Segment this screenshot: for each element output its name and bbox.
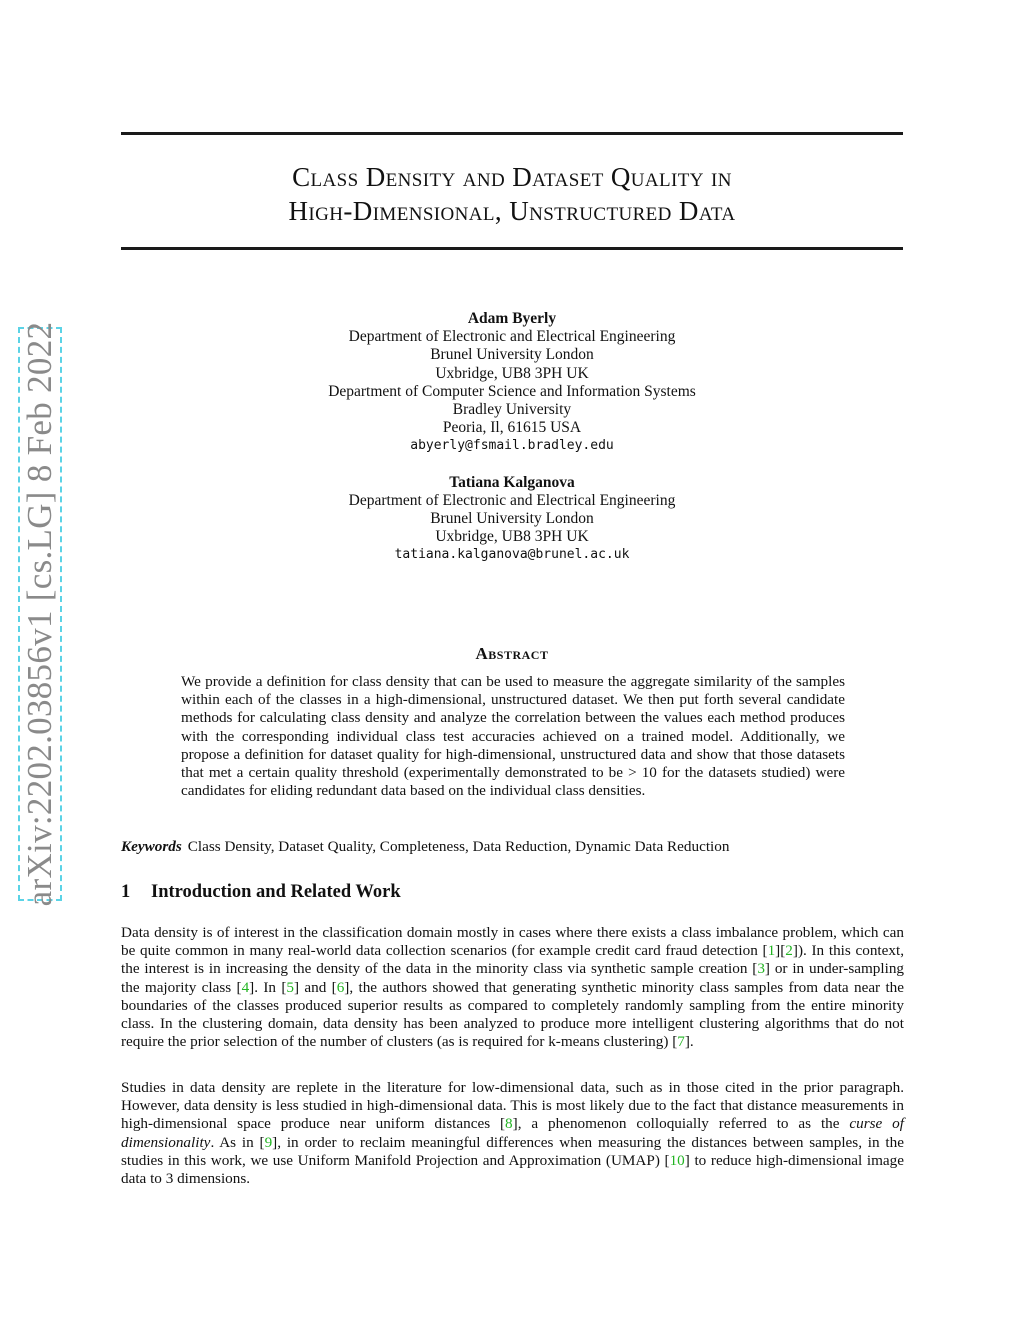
citation-link[interactable]: 5 <box>286 978 294 996</box>
author-block <box>121 310 903 456</box>
paragraph-text: ). In this context, the interest is in increasing the density of the data in the minority class via synthetic sample creation <box>121 942 904 978</box>
citation-link[interactable]: 4 <box>241 978 250 996</box>
title-line-2: High-Dimensional, Unstructured Data <box>288 196 736 226</box>
author-name: Adam Byerly <box>467 310 557 327</box>
paper-title <box>121 160 903 228</box>
paragraph-text: Studies in data density are replete in the literature for low-dimensional data, such as in those cited in the prior paragraph. However, data density is less studied in high-dimensional data. This is most likely due to the fact that distance measurements in high-dimensional space produce near uniform distances <box>121 1079 904 1133</box>
citation-link[interactable]: 6 <box>336 978 345 996</box>
section-number: 1 <box>121 882 131 902</box>
paragraph-text: or in under-sampling the majority class <box>121 960 905 996</box>
author-email[interactable]: abyerly@fsmail.bradley.edu <box>410 438 614 454</box>
author-affiliation-line: Brunel University London <box>430 510 594 528</box>
author-affiliation-line: Department of Electronic and Electrical Engineering <box>348 328 676 346</box>
author-list <box>121 310 903 583</box>
body-paragraph: Studies in data density are replete in the literature for low-dimensional data, such as in those cited in the prior paragraph. However, data density is less studied in high-dimensional data. This is most likely due to the fact that distance measurements in high-dimensional space produce near uniform distances [8], a phenomenon colloquially referred to as the curse of dimensionality. As in [9], in order to reclaim meaningful differences when measuring the distances between samples, in the studies in this work, we use Uniform Manifold Projection and Approximation (UMAP) [10] to reduce high-dimensional image data to 3 dimensions. <box>121 1079 904 1188</box>
keywords-text: Class Density, Dataset Quality, Completeness, Data Reduction, Dynamic Data Reduction <box>187 838 730 855</box>
title-top-rule <box>121 132 903 135</box>
title-bottom-rule <box>121 247 903 250</box>
paragraph-text: to reduce high-dimensional image data to 3 dimensions. <box>121 1151 904 1188</box>
citation-link[interactable]: 9 <box>264 1133 273 1151</box>
paragraph-text: , in order to reclaim meaningful differences when measuring the distances between samples, in the studies in this work, we use Uniform Manifold Projection and Approximation (UMAP) <box>121 1133 904 1169</box>
author-affiliation-line: Department of Computer Science and Information Systems <box>328 382 696 400</box>
abstract-text: We provide a definition for class density that can be used to measure the aggregate similarity of the samples within each of the classes in a high-dimensional, unstructured dataset. We then put forth several candidate methods for calculating class density and analyze the correlation between the values each method produces with the corresponding individual class test accuracies achieved on a trained model. Additionally, we propose a definition for dataset quality for high-dimensional, unstructured data and show that those datasets that met a certain quality threshold (experimentally demonstrated to be > 10 for the datasets studied) were candidates for eliding redundant data based on the individual class densities. <box>181 673 845 800</box>
emphasized-term: curse of dimensionality <box>121 1115 904 1151</box>
author-block <box>121 474 903 565</box>
arxiv-identifier: arXiv:2202.03856v1 [cs.LG] 8 Feb 2022 <box>20 321 59 907</box>
author-affiliation-line: Peoria, Il, 61615 USA <box>442 419 582 437</box>
keywords-label: Keywords <box>121 838 182 855</box>
citation-link[interactable]: 1 <box>767 942 776 960</box>
citation-link[interactable]: 3 <box>757 960 765 978</box>
title-line-1: Class Density and Dataset Quality in <box>292 162 732 192</box>
citation-link[interactable]: 7 <box>677 1033 685 1051</box>
citation-link[interactable]: 2 <box>785 942 793 960</box>
citation-link[interactable]: 10 <box>669 1151 685 1169</box>
section-title: Introduction and Related Work <box>151 882 401 902</box>
author-affiliation-line: Brunel University London <box>430 346 594 364</box>
paragraph-text: , a phenomenon colloquially referred to as the <box>517 1115 850 1133</box>
paragraph-text: . <box>689 1033 694 1051</box>
abstract-heading: Abstract <box>475 644 549 663</box>
paragraph-text: , the authors showed that generating synthetic minority class samples from data near the boundaries of the classes produced superior results as compared to completely randomly sampling from the entire minority class. In the clustering domain, data density has been analyzed to produce more intelligent clustering algorithms that do not require the prior selection of the number of clusters (as is required for k-means clustering) <box>121 978 904 1051</box>
paragraph-text: . In <box>254 978 282 996</box>
keywords <box>121 838 903 856</box>
author-affiliation-line: Department of Electronic and Electrical Engineering <box>348 491 676 509</box>
author-affiliation-line: Bradley University <box>452 401 572 419</box>
author-affiliation-line: Uxbridge, UB8 3PH UK <box>435 528 589 546</box>
author-email[interactable]: tatiana.kalganova@brunel.ac.uk <box>394 547 630 563</box>
arxiv-stamp <box>18 321 62 907</box>
paragraph-text: and <box>299 978 332 996</box>
author-affiliation-line: Uxbridge, UB8 3PH UK <box>435 364 589 382</box>
citation-link[interactable]: 8 <box>505 1115 513 1133</box>
section-heading <box>121 882 401 903</box>
paragraph-text: . As in <box>210 1133 260 1151</box>
author-name: Tatiana Kalganova <box>449 473 575 491</box>
body-paragraph: Data density is of interest in the classification domain mostly in cases where there exists a class imbalance problem, which can be quite common in many real-world data collection scenarios (for example credit card fraud detection [1][2]). In this context, the interest is in increasing the density of the data in the minority class via synthetic sample creation [3] or in under-sampling the majority class [4]. In [5] and [6], the authors showed that generating synthetic minority class samples from data near the boundaries of the classes produced superior results as compared to completely randomly sampling from the entire minority class. In the clustering domain, data density has been analyzed to produce more intelligent clustering algorithms that do not require the prior selection of the number of clusters (as is required for k-means clustering) [7]. <box>121 924 905 1051</box>
paragraph-text: Data density is of interest in the classification domain mostly in cases where there exists a class imbalance problem, which can be quite common in many real-world data collection scenarios (for example credit card fraud detection <box>121 924 904 960</box>
